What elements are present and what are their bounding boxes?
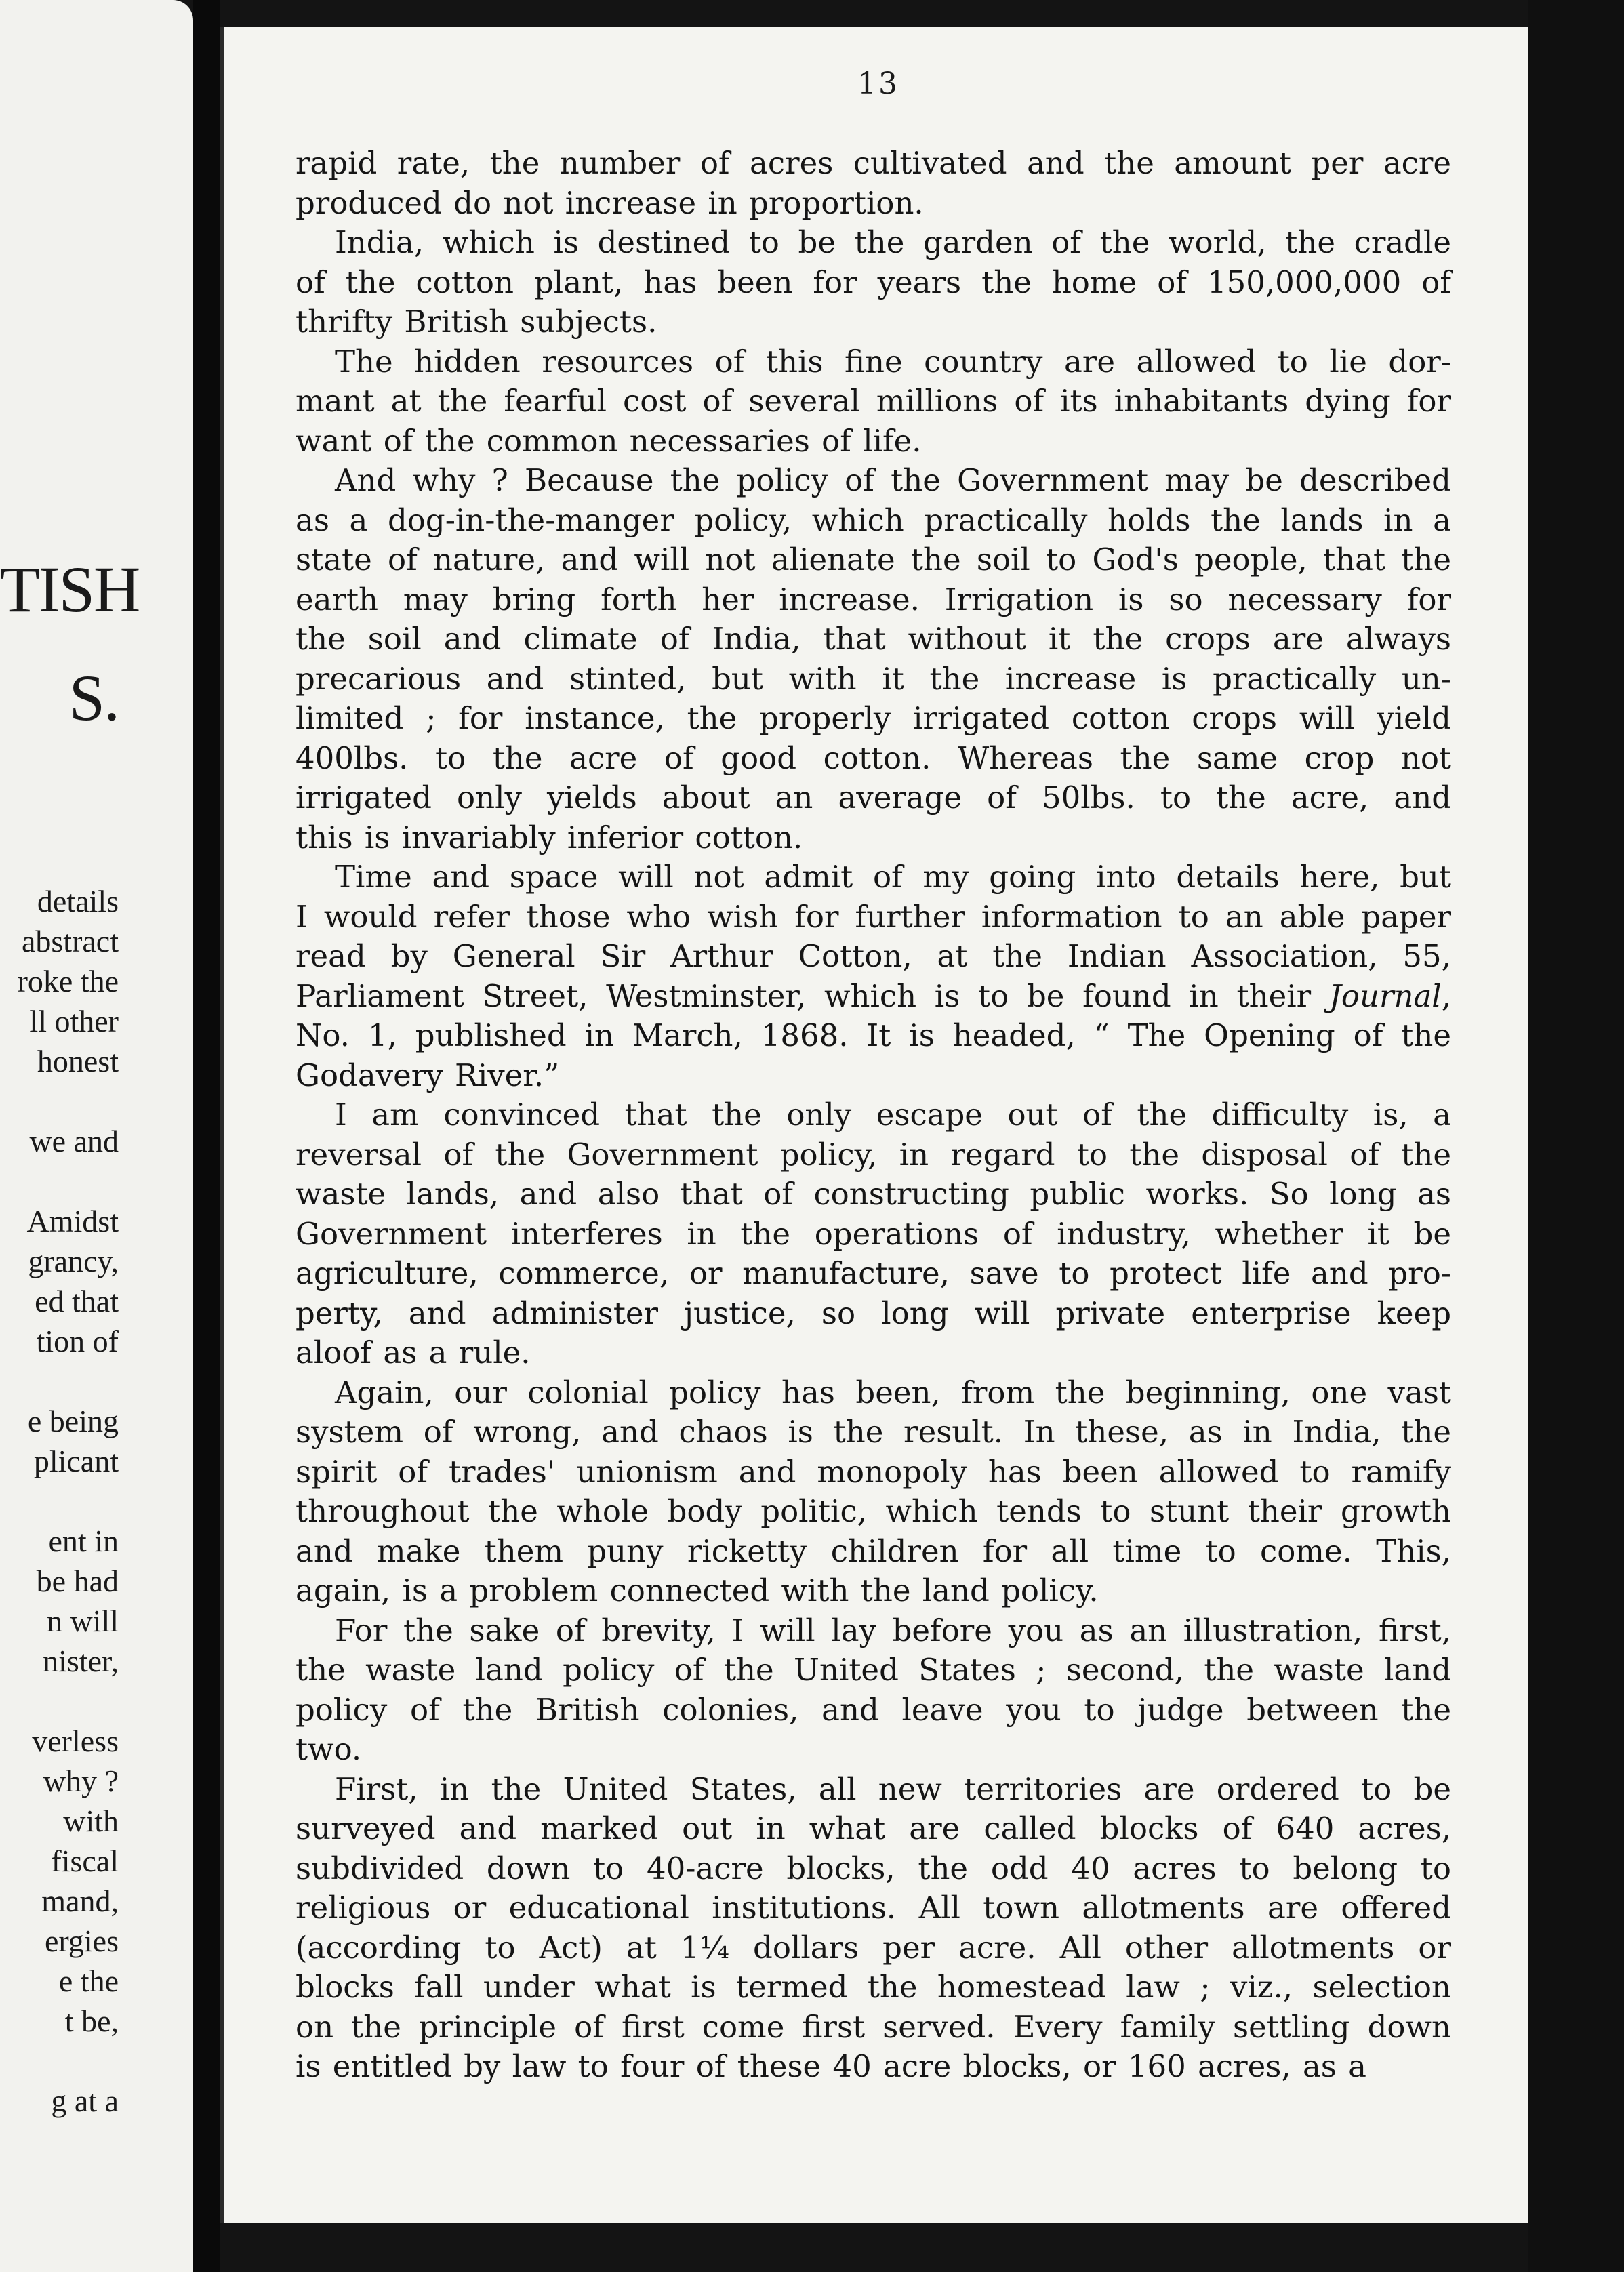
text-line: No. 1, published in March, 1868. It is headed, “ The Opening of the [296, 1017, 1451, 1053]
text-line: produced do not increase in proportion. [296, 184, 924, 221]
text-line: this is invariably inferior cotton. [296, 819, 803, 855]
previous-page-heading [0, 535, 193, 752]
text-line: on the principle of first come first served. Every family settling down [296, 2008, 1451, 2045]
text-line: limited ; for instance, the properly irrigated cotton crops will yield [296, 700, 1451, 736]
text-line: aloof as a rule. [296, 1335, 531, 1371]
previous-page-gap [0, 2041, 119, 2081]
paragraph [296, 144, 1451, 223]
text-line: system of wrong, and chaos is the result. In these, as in India, the [296, 1414, 1451, 1450]
text-line: Again, our colonial policy has been, from the beginning, one vast [335, 1374, 1451, 1411]
page-number: 13 [857, 66, 899, 101]
paragraph [296, 342, 1451, 462]
text-line: state of nature, and will not alienate the soil to God's people, that the [296, 542, 1451, 577]
previous-page-heading-line: S. [68, 662, 119, 734]
text-line: agriculture, commerce, or manufacture, save to protect life and pro- [296, 1255, 1451, 1291]
previous-page-line: tion of [36, 1324, 119, 1358]
previous-page-gap [0, 1161, 119, 1201]
previous-page-heading-line: TISH [0, 553, 140, 626]
text-line: Government interferes in the operations of industry, whether it be [296, 1215, 1451, 1252]
previous-page-line: abstract [21, 924, 119, 958]
previous-page-line: e being [27, 1404, 119, 1438]
previous-page-line: ed that [35, 1284, 119, 1318]
previous-page-line: honest [37, 1044, 119, 1078]
text-line: And why ? Because the policy of the Government may be described [335, 462, 1451, 498]
paragraph [296, 1770, 1451, 2087]
paragraph [296, 1373, 1451, 1611]
text-line: thrifty British subjects. [296, 304, 657, 340]
previous-page-line: plicant [33, 1444, 119, 1478]
previous-page-gap [0, 1481, 119, 1521]
text-line: perty, and administer justice, so long will private enterprise keep [296, 1295, 1451, 1331]
text-line: earth may bring forth her increase. Irrigation is so necessary for [296, 581, 1451, 617]
text-line: 400lbs. to the acre of good cotton. Whereas the same crop not [296, 739, 1451, 776]
previous-page-line: be had [36, 1564, 119, 1598]
previous-page-line: we and [29, 1124, 119, 1158]
previous-page-line: with [63, 1804, 119, 1838]
text-line: subdivided down to 40-acre blocks, the odd 40 acres to belong to [296, 1850, 1451, 1886]
text-line: I am convinced that the only escape out of the difficulty is, a [335, 1097, 1451, 1133]
previous-page-line: ent in [48, 1524, 119, 1558]
previous-page-line: g at a [51, 2084, 119, 2118]
text-line: want of the common necessaries of life. [296, 422, 922, 459]
text-line: Time and space will not admit of my going into details here, but [335, 859, 1451, 895]
text-line: the waste land policy of the United States ; second, the waste land [296, 1652, 1451, 1688]
previous-page-line: Amidst [26, 1204, 119, 1238]
text-line: Parliament Street, Westminster, which is to be found in their Journal, [296, 977, 1451, 1014]
previous-page-line: nister, [43, 1644, 119, 1678]
previous-page-line: t be, [64, 2004, 119, 2038]
previous-page-line: verless [32, 1724, 119, 1758]
paragraph [296, 1611, 1451, 1770]
previous-page-line: grancy, [28, 1244, 119, 1278]
paragraph [296, 223, 1451, 342]
previous-page-line: ll other [29, 1004, 119, 1038]
text-line: of the cotton plant, has been for years the home of 150,000,000 of [296, 264, 1451, 300]
text-line: India, which is destined to be the garden of the world, the cradle [335, 224, 1451, 260]
text-line: the soil and climate of India, that without it the crops are always [296, 621, 1451, 657]
text-line: is entitled by law to four of these 40 acre blocks, or 160 acres, as a [296, 2048, 1367, 2084]
previous-page-text-fragments [0, 881, 119, 2121]
text-line: blocks fall under what is termed the homestead law ; viz., selection [296, 1969, 1451, 2005]
text-line: (according to Act) at 1¼ dollars per acre. All other allotments or [296, 1929, 1451, 1966]
text-line: First, in the United States, all new territories are ordered to be [335, 1770, 1451, 1807]
text-line: irrigated only yields about an average of 50lbs. to the acre, and [296, 779, 1451, 815]
text-line: For the sake of brevity, I will lay before you as an illustration, first, [335, 1612, 1451, 1648]
text-line: Godavery River.” [296, 1057, 560, 1093]
text-line: surveyed and marked out in what are called blocks of 640 acres, [296, 1810, 1451, 1846]
previous-page-line: ergies [44, 1924, 119, 1958]
previous-page-line: n will [46, 1604, 119, 1638]
scan-edge [1528, 0, 1624, 2272]
paragraph [296, 1095, 1451, 1373]
page [220, 27, 1532, 2223]
previous-page-line: e the [58, 1964, 119, 1998]
previous-page-line: mand, [41, 1884, 119, 1918]
text-line: precarious and stinted, but with it the increase is practically un- [296, 660, 1451, 697]
text-line: and make them puny ricketty children for all time to come. This, [296, 1533, 1451, 1569]
text-line: two. [296, 1731, 362, 1767]
text-line: again, is a problem connected with the land policy. [296, 1573, 1099, 1608]
previous-page-fragment [0, 0, 193, 2272]
paragraph [296, 461, 1451, 857]
previous-page-line: fiscal [51, 1844, 119, 1878]
text-line: throughout the whole body politic, which tends to stunt their growth [296, 1493, 1451, 1529]
page-body [296, 144, 1451, 2087]
book-binding-gutter [193, 0, 220, 2272]
text-line: mant at the fearful cost of several millions of its inhabitants dying for [296, 383, 1451, 419]
text-line: The hidden resources of this fine country are allowed to lie dor- [335, 343, 1451, 380]
text-line: rapid rate, the number of acres cultivated and the amount per acre [296, 145, 1451, 181]
text-line: religious or educational institutions. All town allotments are offered [296, 1890, 1451, 1926]
text-line: policy of the British colonies, and leave you to judge between the [296, 1691, 1451, 1728]
text-line: as a dog-in-the-manger policy, which practically holds the lands in a [296, 502, 1451, 538]
previous-page-gap [0, 1681, 119, 1721]
previous-page-gap [0, 1081, 119, 1121]
previous-page-line: roke the [17, 964, 119, 998]
text-line: I would refer those who wish for further information to an able paper [296, 898, 1451, 935]
previous-page-gap [0, 1361, 119, 1401]
text-line: reversal of the Government policy, in regard to the disposal of the [296, 1136, 1451, 1173]
text-line: spirit of trades' unionism and monopoly has been allowed to ramify [296, 1453, 1451, 1490]
text-line: waste lands, and also that of constructing public works. So long as [296, 1176, 1451, 1212]
text-line: read by General Sir Arthur Cotton, at the Indian Association, 55, [296, 938, 1451, 974]
previous-page-line: why ? [43, 1764, 119, 1798]
paragraph [296, 857, 1451, 1095]
previous-page-line: details [37, 884, 119, 918]
